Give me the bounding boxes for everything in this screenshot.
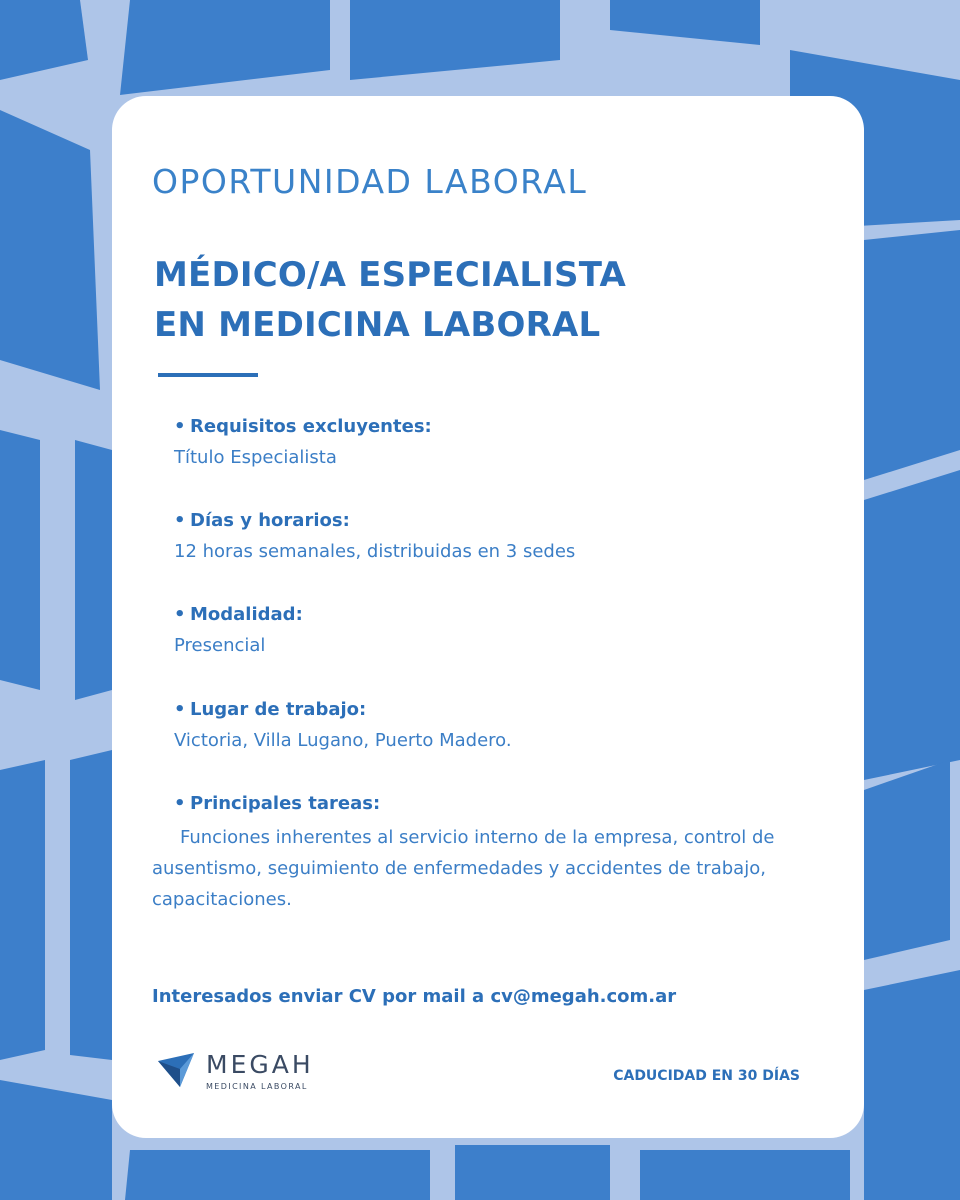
location-label: • Lugar de trabajo: <box>174 699 367 720</box>
tasks-item <box>174 793 814 815</box>
schedule-item <box>174 510 814 563</box>
modality-label: • Modalidad: <box>174 604 303 625</box>
job-title-line-2: EN MEDICINA LABORAL <box>154 305 601 345</box>
location-item <box>174 699 814 752</box>
job-title <box>154 250 626 350</box>
logo-subtitle: MEDICINA LABORAL <box>206 1082 308 1091</box>
logo-name: MEGAH <box>206 1050 314 1079</box>
bullet-icon: • <box>174 699 186 720</box>
bullet-icon: • <box>174 793 186 814</box>
contact-email-text: Interesados enviar CV por mail a cv@megah.com.ar <box>152 986 677 1007</box>
job-title-line-1: MÉDICO/A ESPECIALISTA <box>154 255 626 295</box>
bullet-icon: • <box>174 604 186 625</box>
schedule-label: • Días y horarios: <box>174 510 350 531</box>
requirements-item <box>174 416 814 469</box>
megah-logo <box>158 1048 358 1098</box>
bullet-icon: • <box>174 510 186 531</box>
location-value: Victoria, Villa Lugano, Puerto Madero. <box>174 730 512 751</box>
schedule-value: 12 horas semanales, distribuidas en 3 sedes <box>174 541 576 562</box>
expiry-notice: CADUCIDAD EN 30 DÍAS <box>613 1068 800 1084</box>
job-posting-card <box>112 96 864 1138</box>
megah-logo-icon <box>158 1053 194 1089</box>
eyebrow-heading: OPORTUNIDAD LABORAL <box>152 162 588 201</box>
title-underline <box>158 373 258 377</box>
requirements-value: Título Especialista <box>174 447 337 468</box>
requirements-label: • Requisitos excluyentes: <box>174 416 432 437</box>
modality-item <box>174 604 814 657</box>
modality-value: Presencial <box>174 635 266 656</box>
tasks-label: • Principales tareas: <box>174 793 381 814</box>
bullet-icon: • <box>174 416 186 437</box>
tasks-value: Funciones inherentes al servicio interno de la empresa, control de ausentismo, seguimiento de enfermedades y accidentes de trabajo, capacitaciones. <box>152 827 775 910</box>
